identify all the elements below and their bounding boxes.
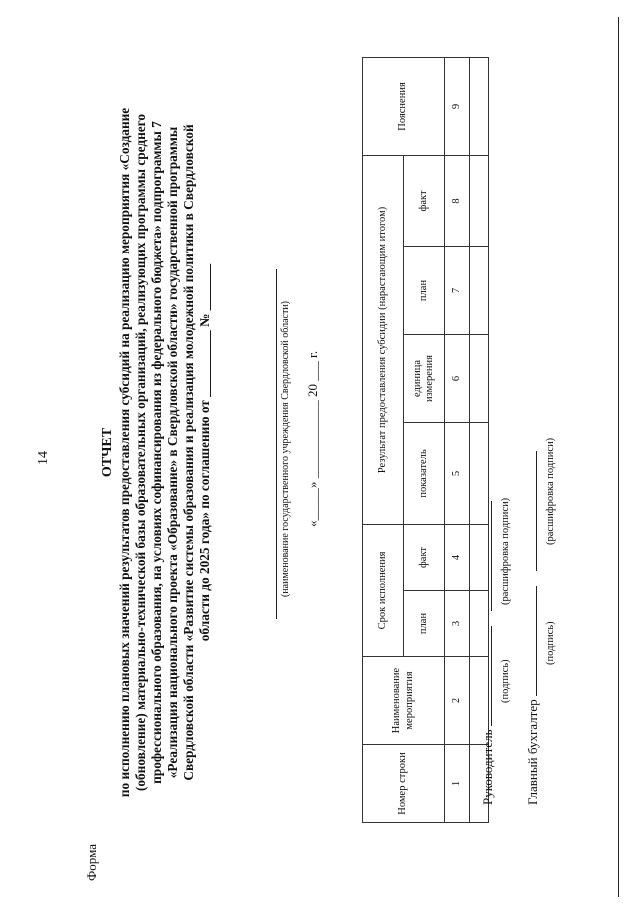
table-cell (470, 246, 489, 334)
table-header-row (363, 57, 404, 822)
subheader-deadline-plan: план (404, 591, 445, 657)
institution-line (276, 269, 277, 619)
subheader-deadline-fact: факт (404, 524, 445, 590)
subheader-indicator: показатель (404, 422, 445, 524)
title-line-4: «Реализация национального проекта «Образование» в Свердловской области» государственной программы (165, 126, 180, 779)
subheader-result-fact: факт (404, 155, 445, 246)
head-label: Руководитель (480, 729, 495, 805)
column-number: 5 (445, 422, 470, 524)
table-cell (470, 334, 489, 422)
header-result: Результат предоставления субсидии (нарастающим итогом) (363, 155, 404, 524)
head-signature-blank (491, 626, 492, 726)
report-date-line: «_____» ____________ 20 ___ г. (305, 350, 320, 527)
head-sign-caption: (подпись) (500, 659, 511, 703)
head-decode-blank (491, 501, 492, 611)
report-table (362, 57, 489, 823)
title-line-3: профессионального образования, на условиях софинансирования из федерального бюджета» подпрограммы 7 (149, 121, 164, 784)
header-notes: Пояснения (363, 57, 445, 155)
head-signature-label (480, 501, 496, 805)
header-deadline: Срок исполнения (363, 524, 404, 656)
column-number: 2 (445, 657, 470, 745)
column-number: 6 (445, 334, 470, 422)
subheader-result-plan: план (404, 246, 445, 334)
table-cell (470, 57, 489, 155)
column-number: 7 (445, 246, 470, 334)
column-number: 1 (445, 745, 470, 823)
column-number: 4 (445, 524, 470, 590)
accountant-sign-caption: (подпись) (545, 621, 556, 665)
bottom-rule (618, 17, 619, 897)
accountant-signature-label (525, 451, 541, 805)
accountant-decode-blank (536, 451, 537, 571)
document-title: ОТЧЕТ (100, 427, 115, 478)
head-decode-caption: (расшифровка подписи) (500, 497, 511, 605)
header-row-number: Номер строки (363, 745, 445, 823)
header-event-name: Наименование мероприятия (363, 657, 445, 745)
table-cell (470, 155, 489, 246)
title-line-6: области до 2025 года» по соглашению от __________ № _______ (197, 263, 212, 642)
accountant-signature-blank (536, 586, 537, 696)
column-number: 9 (445, 57, 470, 155)
accountant-label: Главный бухгалтер (525, 699, 540, 805)
title-line-5: Свердловской области «Развитие системы образования и реализация молодежной политики в Свердловской (181, 124, 196, 781)
title-line-1: по исполнению плановых значений результатов предоставления субсидий на реализацию мероприятия «Создание (117, 107, 132, 798)
column-number: 3 (445, 591, 470, 657)
column-number-row (445, 57, 470, 822)
institution-caption: (наименование государственного учреждения Свердловской области) (280, 300, 291, 597)
page-number: 14 (36, 451, 51, 465)
accountant-decode-caption: (расшифровка подписи) (545, 437, 556, 545)
subheader-unit: единица измерения (404, 334, 445, 422)
column-number: 8 (445, 155, 470, 246)
title-line-2: (обновление) материально-технической базы образовательных организаций, реализующих программы среднего (133, 113, 148, 792)
form-label: Форма (84, 844, 99, 881)
